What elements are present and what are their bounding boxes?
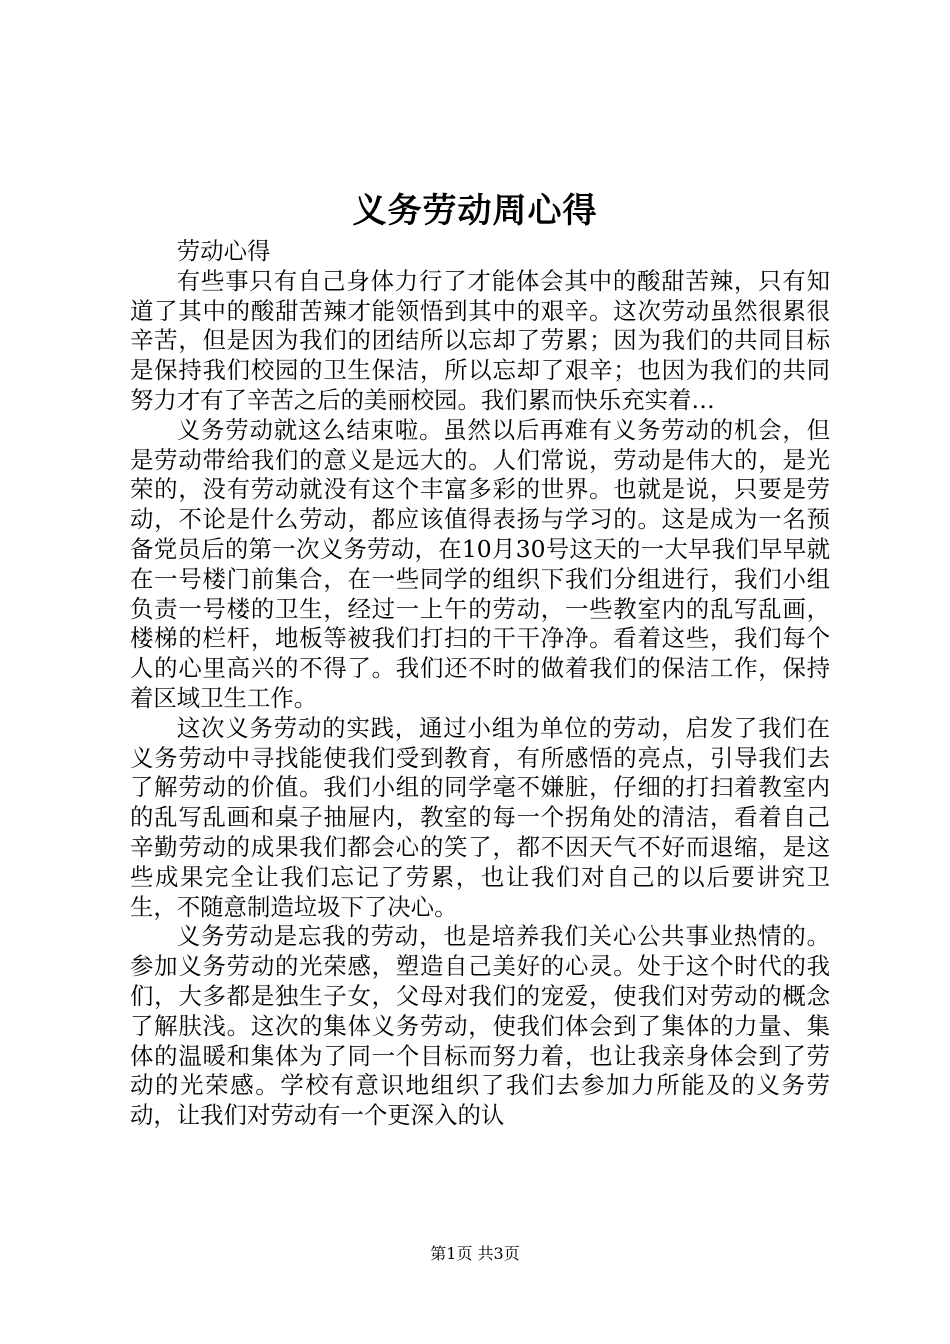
paragraph: 有些事只有自己身体力行了才能体会其中的酸甜苦辣，只有知道了其中的酸甜苦辣才能领悟到其中的艰辛。这次劳动虽然很累很辛苦，但是因为我们的团结所以忘却了劳累；因为我们的共同目标是保持我们校园的卫生保洁，所以忘却了艰辛；也因为我们的共同努力才有了辛苦之后的美丽校园。我们累而快乐充实着… <box>130 266 830 414</box>
section-heading: 劳动心得 <box>176 237 271 265</box>
page-number-footer: 第1页 共3页 <box>430 1244 520 1263</box>
paragraph: 义务劳动是忘我的劳动，也是培养我们关心公共事业热情的。参加义务劳动的光荣感，塑造自己美好的心灵。处于这个时代的我们，大多都是独生子女，父母对我们的宠爱，使我们对劳动的概念了解肤浅。这次的集体义务劳动，使我们体会到了集体的力量、集体的温暖和集体为了同一个目标而努力着，也让我亲身体会到了劳动的光荣感。学校有意识地组织了我们去参加力所能及的义务劳动，让我们对劳动有一个更深入的认 <box>130 922 830 1130</box>
document-title: 义务劳动周心得 <box>352 191 598 231</box>
paragraph: 义务劳动就这么结束啦。虽然以后再难有义务劳动的机会，但是劳动带给我们的意义是远大的。人们常说，劳动是伟大的，是光荣的，没有劳动就没有这个丰富多彩的世界。也就是说，只要是劳动，不论是什么劳动，都应该值得表扬与学习的。这是成为一名预备党员后的第一次义务劳动，在10月30号这天的一大早我们早早就在一号楼门前集合，在一些同学的组织下我们分组进行，我们小组负责一号楼的卫生，经过一上午的劳动，一些教室内的乱写乱画，楼梯的栏杆，地板等被我们打扫的干干净净。看着这些，我们每个人的心里高兴的不得了。我们还不时的做着我们的保洁工作，保持着区域卫生工作。 <box>130 415 830 712</box>
document-body <box>130 237 830 1131</box>
paragraph: 这次义务劳动的实践，通过小组为单位的劳动，启发了我们在义务劳动中寻找能使我们受到教育，有所感悟的亮点，引导我们去了解劳动的价值。我们小组的同学毫不嫌脏，仔细的打扫着教室内的乱写乱画和桌子抽屉内，教室的每一个拐角处的清洁，看着自己辛勤劳动的成果我们都会心的笑了，都不因天气不好而退缩，是这些成果完全让我们忘记了劳累，也让我们对自己的以后要讲究卫生，不随意制造垃圾下了决心。 <box>130 713 830 921</box>
